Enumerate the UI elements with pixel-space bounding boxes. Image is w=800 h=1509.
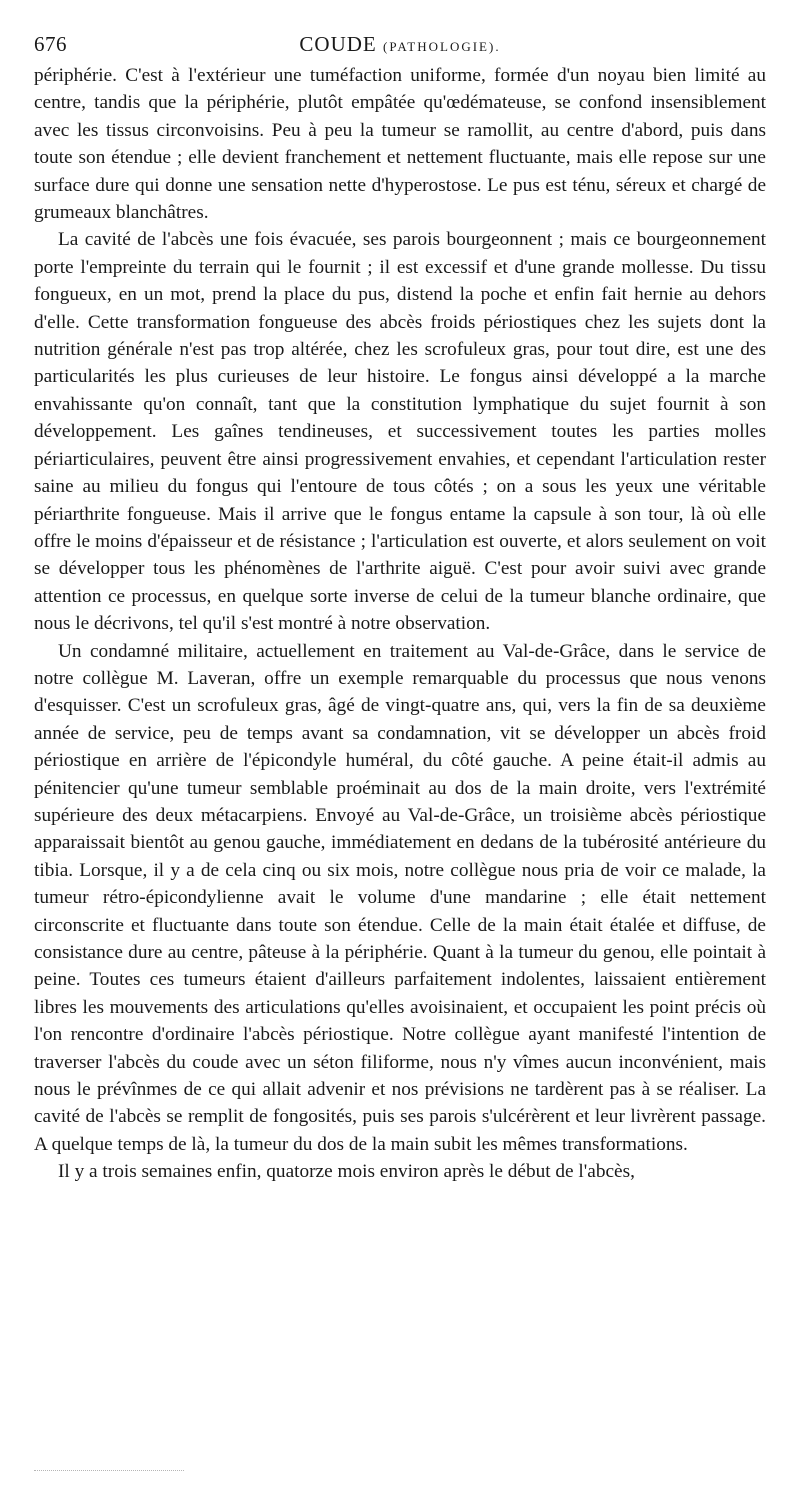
book-page — [34, 28, 766, 1186]
running-title-sub: (PATHOLOGIE). — [382, 39, 501, 54]
page-number: 676 — [34, 32, 67, 56]
running-title-main: COUDE — [299, 32, 377, 56]
paragraph-observation: Un condamné militaire, actuellement en traitement au Val-de-Grâce, dans le service de notre collègue M. Laveran, offre un exemple remarquable du processus que nous venons d'esquisser. C'est un scrofuleux gras, âgé de vingt-quatre ans, qui, vers la fin de sa deuxième année de service, peu de temps avant sa condamnation, vit se développer un abcès froid périostique en arrière de l'épicondyle huméral, du côté gauche. A peine était-il admis au pénitencier qu'une tumeur semblable proéminait au dos de la main droite, vers l'extrémité supérieure des deux métacarpiens. Envoyé au Val-de-Grâce, un troisième abcès périostique apparaissait bientôt au genou gauche, immédiatement en dedans de la tubérosité antérieure du tibia. Lorsque, il y a de cela cinq ou six mois, notre collègue nous pria de voir ce malade, la tumeur rétro-épicondylienne avait le volume d'une mandarine ; elle était nettement circonscrite et fluctuante dans toute son étendue. Celle de la main était étalée et diffuse, de consistance dure au centre, pâteuse à la périphérie. Quant à la tumeur du genou, elle pointait à peine. Toutes ces tumeurs étaient d'ailleurs parfaitement indolentes, laissaient entièrement libres les mouvements des articulations qu'elles avoisinaient, et occupaient les point précis où l'on rencontre d'ordinaire l'abcès périostique. Notre collègue ayant manifesté l'intention de traverser l'abcès du coude avec un séton filiforme, nous n'y vîmes aucun inconvénient, mais nous le prévînmes de ce qui allait advenir et nos prévisions ne tardèrent pas à se réaliser. La cavité de l'abcès se remplit de fongosités, puis ses parois s'ulcérèrent et leur livrèrent passage. A quelque temps de là, la tumeur du dos de la main subit les mêmes transformations. — [34, 640, 766, 1155]
paragraph-fongueuse: La cavité de l'abcès une fois évacuée, ses parois bourgeonnent ; mais ce bourgeonnement porte l'empreinte du terrain qui le fournit ; il est excessif et d'une grande mollesse. Du tissu fongueux, en un mot, prend la place du pus, distend la poche et enfin fait hernie au dehors d'elle. Cette transformation fongueuse des abcès froids périostiques chez les sujets dont la nutrition générale n'est pas trop altérée, chez les scrofuleux gras, pour tout dire, est une des particularités les plus curieuses de leur histoire. Le fongus ainsi développé a la marche envahissante qu'on connaît, tant que la constitution lymphatique du sujet fournit à son développement. Les gaînes tendineuses, et successivement toutes les parties molles périarticulaires, peuvent être ainsi progressivement envahies, et cependant l'articulation rester saine au milieu du fongus qui l'entoure de tous côtés ; on a sous les yeux une véritable périarthrite fongueuse. Mais il arrive que le fongus entame la capsule à son tour, là où elle offre le moins d'épaisseur et de résistance ; l'articulation est ouverte, et alors seulement on voit se développer tous les phénomènes de l'arthrite aiguë. C'est pour avoir suivi avec grande attention ce processus, en quelque sorte inverse de celui de la tumeur blanche ordinaire, que nous le décrivons, tel qu'il s'est montré à notre observation. — [34, 229, 766, 635]
paragraph-continuation: périphérie. C'est à l'extérieur une tuméfaction uniforme, formée d'un noyau bien limité au centre, tandis que la périphérie, plutôt empâtée qu'œdémateuse, se confond insensiblement avec les tissus circonvoisins. Peu à peu la tumeur se ramollit, au centre d'abord, puis dans toute son étendue ; elle devient franchement et nettement fluctuante, mais elle repose sur une surface dure qui donne une sensation nette d'hyperostose. Le pus est ténu, séreux et chargé de grumeaux blanchâtres. — [34, 65, 766, 224]
paragraph-final: Il y a trois semaines enfin, quatorze mois environ après le début de l'abcès, — [58, 1161, 635, 1183]
page-footer-mark — [34, 1470, 184, 1474]
running-title — [34, 32, 766, 57]
running-head — [34, 28, 766, 62]
